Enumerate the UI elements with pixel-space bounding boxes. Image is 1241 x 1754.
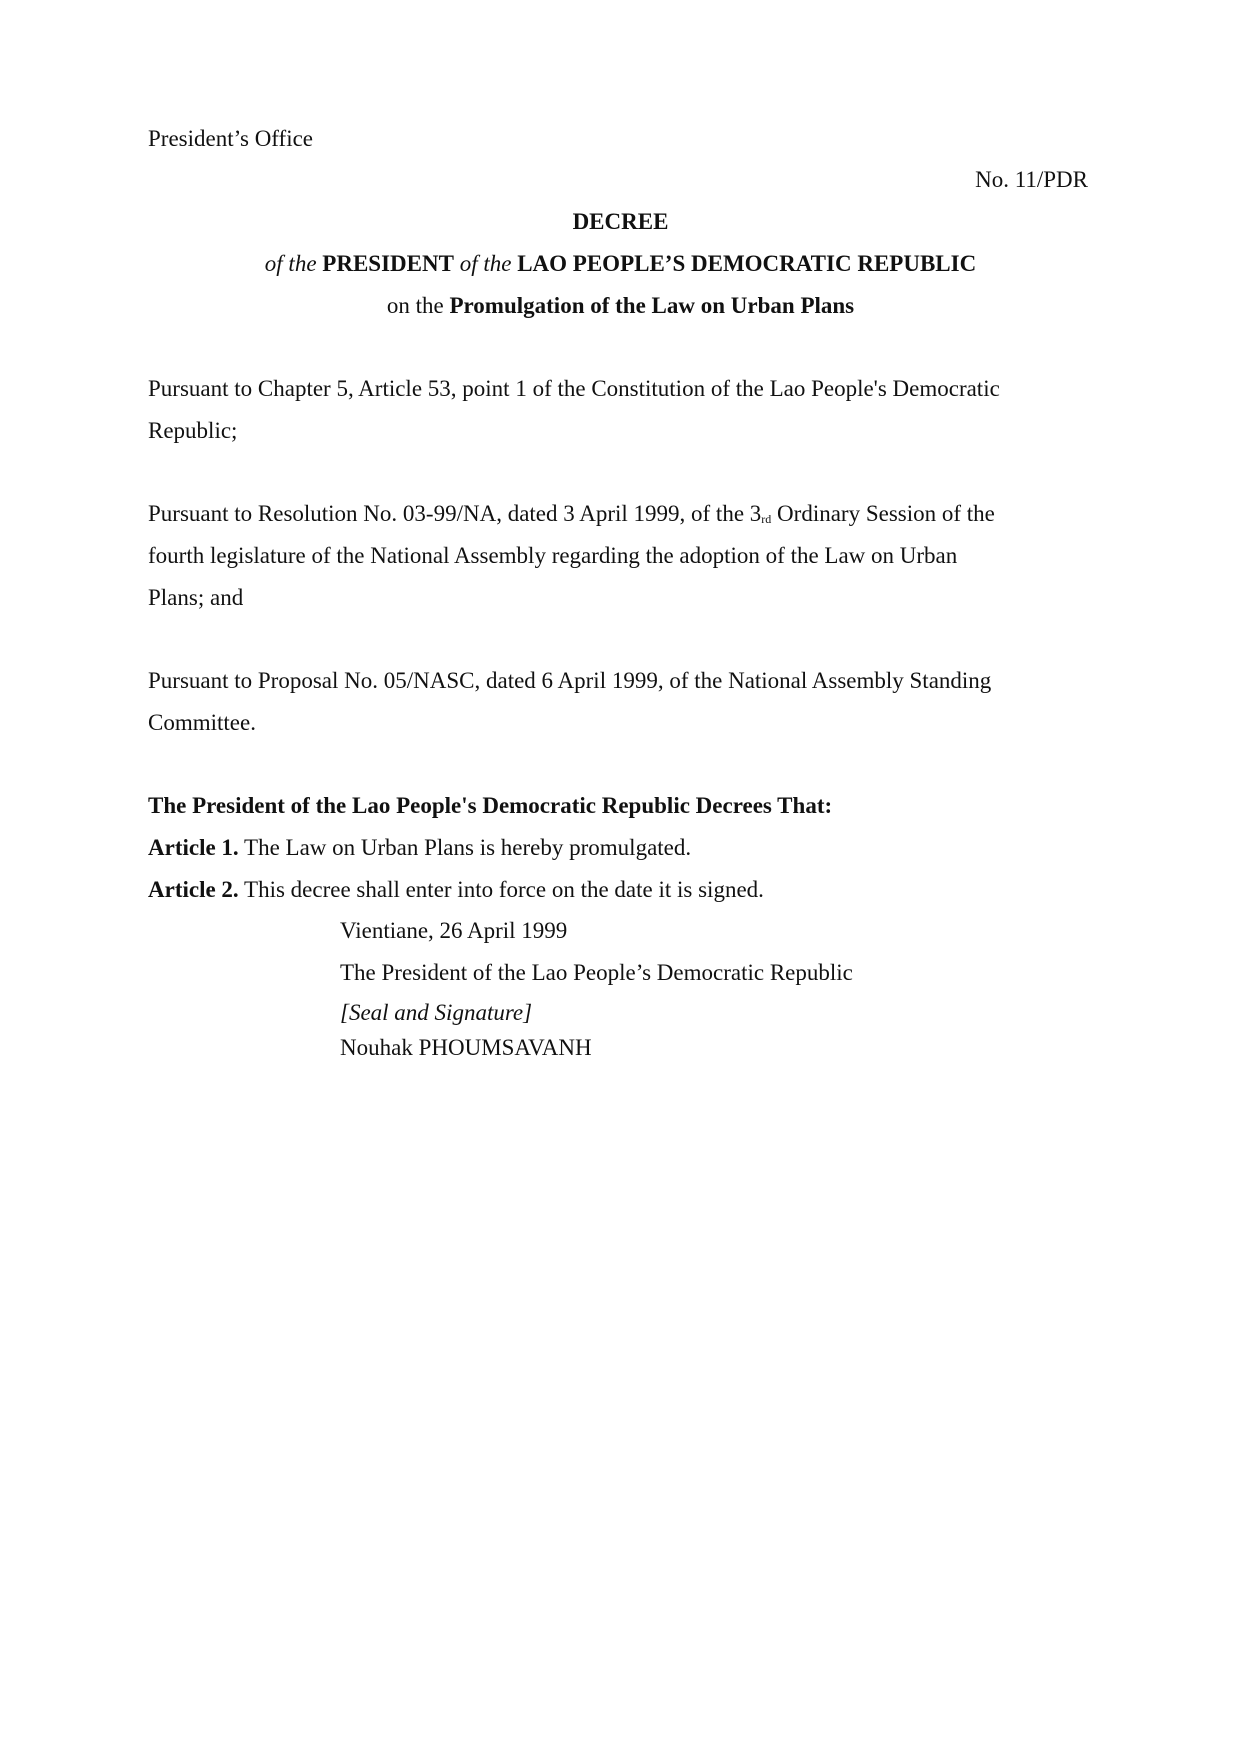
article-1-label: Article 1. bbox=[148, 835, 239, 860]
subtitle-of-the-1: of the bbox=[264, 251, 317, 276]
subtitle-president: PRESIDENT bbox=[322, 251, 454, 276]
article-2-label: Article 2. bbox=[148, 877, 239, 902]
recital-2-line-1 bbox=[148, 502, 995, 525]
decree-number: No. 11/PDR bbox=[975, 167, 1088, 192]
seal-note bbox=[340, 1001, 532, 1024]
signatory-name: Nouhak PHOUMSAVANH bbox=[340, 1035, 592, 1060]
topic-prefix: on the bbox=[386, 293, 444, 318]
recital-1-line-2: Republic; bbox=[148, 418, 238, 443]
article-1-text: The Law on Urban Plans is hereby promulgated. bbox=[238, 835, 692, 860]
decrees-heading bbox=[148, 794, 832, 817]
subtitle-republic: LAO PEOPLE’S DEMOCRATIC REPUBLIC bbox=[517, 251, 977, 276]
signature-place-date: Vientiane, 26 April 1999 bbox=[340, 918, 568, 943]
article-2 bbox=[148, 878, 764, 901]
topic-subject: Promulgation of the Law on Urban Plans bbox=[449, 293, 855, 318]
signatory-title: The President of the Lao People’s Democratic Republic bbox=[340, 960, 853, 985]
document-title bbox=[0, 210, 1241, 233]
title-text: DECREE bbox=[572, 209, 669, 234]
recital-2-line-1-before: Pursuant to Resolution No. 03-99/NA, dated 3 April 1999, of the 3 bbox=[148, 501, 762, 526]
article-2-text: This decree shall enter into force on the date it is signed. bbox=[238, 877, 764, 902]
decrees-heading-text: The President of the Lao People's Democratic Republic Decrees That: bbox=[148, 793, 833, 818]
recital-3-line-1: Pursuant to Proposal No. 05/NASC, dated 6 April 1999, of the National Assembly Standing bbox=[148, 668, 992, 693]
article-1 bbox=[148, 836, 691, 859]
recital-2-line-2: fourth legislature of the National Assembly regarding the adoption of the Law on Urban bbox=[148, 543, 958, 568]
recital-1-line-1: Pursuant to Chapter 5, Article 53, point 1 of the Constitution of the Lao People's Democratic bbox=[148, 376, 1000, 401]
subtitle-of-the-2: of the bbox=[459, 251, 512, 276]
issuing-office: President’s Office bbox=[148, 126, 314, 151]
seal-note-text: [Seal and Signature] bbox=[340, 1000, 533, 1025]
ordinal-suffix: rd bbox=[761, 512, 772, 526]
recital-2-line-3: Plans; and bbox=[148, 585, 244, 610]
document-subtitle bbox=[0, 252, 1241, 275]
recital-3-line-2: Committee. bbox=[148, 710, 256, 735]
recital-2-line-1-after: Ordinary Session of the bbox=[771, 501, 995, 526]
document-topic bbox=[0, 294, 1241, 317]
